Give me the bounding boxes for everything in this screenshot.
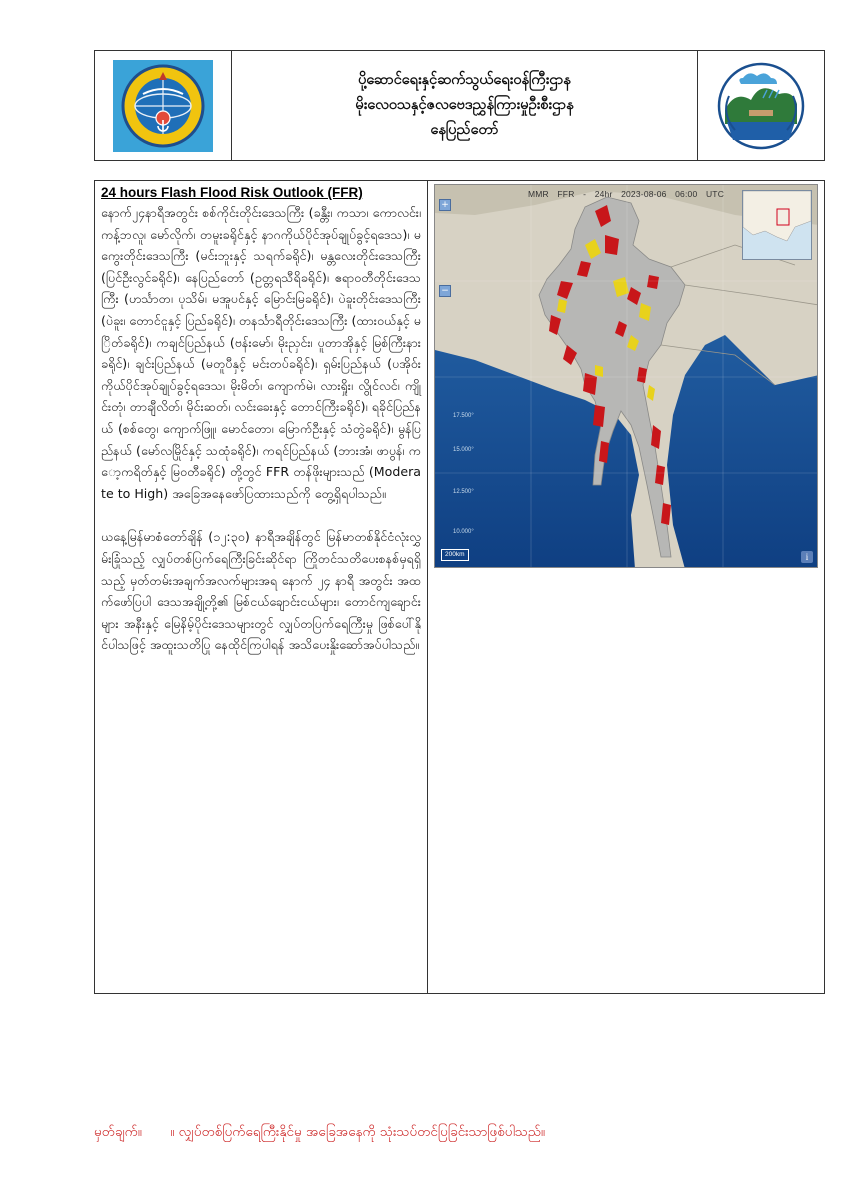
outlook-title: 24 hours Flash Flood Risk Outlook (FFR) (101, 185, 363, 200)
map-scale-bar: 200km (441, 549, 469, 561)
outlook-paragraph-areas: နောက်၂၄နာရီအတွင်း စစ်ကိုင်းတိုင်းဒေသကြီး (ခန္တီး၊ ကသာ၊ ကောလင်း၊ ကန့်ဘလူ၊ မော်လိုက်၊ တမူးခရိုင်နှင့် နာဂကိုယ်ပိုင်အုပ်ချုပ်ခွင့်ရဒေသ)၊ မကွေးတိုင်းဒေသကြီး (မင်းဘူးနှင့် သရက်ခရိုင်)၊ မန္တလေးတိုင်းဒေသကြီး (ပြင်ဦးလွင်ခရိုင်)၊ နေပြည်တော် (ဥတ္တရသီရိခရိုင်)၊ ဧရာဝတီတိုင်းဒေသကြီး (ဟင်္သာတ၊ ပုသိမ်၊ မအူပင်နှင့် မြောင်းမြခရိုင်)၊ ပဲခူးတိုင်းဒေသကြီး (ပဲခူး၊ တောင်ငူနှင့် ပြည်ခရိုင်)၊ တနင်္သာရီတိုင်းဒေသကြီး (ထားဝယ်နှင့် မြိတ်ခရိုင်)၊ ကချင်ပြည်နယ် (ဗန်းမော်၊ မိုးညှင်း၊ ပူတာအိုနှင့် မြစ်ကြီးနားခရိုင်)၊ ချင်းပြည်နယ် (မတူပီနှင့် မင်းတပ်ခရိုင်)၊ ရှမ်းပြည်နယ် (ပအိုဝ်းကိုယ်ပိုင်အုပ်ချုပ်ခွင့်ရဒေသ၊ မိုးမိတ်၊ ကျောက်မဲ၊ လားရှိုး၊ လွိုင်လင်၊ ကျိုင်းတုံ၊ တာချီလိတ်၊ မိုင်းဆတ်၊ လင်းခေးနှင့် တောင်ကြီးခရိုင်)၊ ရခိုင်ပြည်နယ် (စစ်တွေ၊ ကျောက်ဖြူ၊ မောင်တော၊ မြောက်ဦးနှင့် သံတွဲခရိုင်)၊ မွန်ပြည်နယ် (မော်လမြိုင်နှင့် သထုံခရိုင်)၊ ကရင်ပြည်နယ် (ဘားအံ၊ ဖာပွန်၊ ကော့ကရိတ်နှင့် မြဝတီခရိုင်) တို့တွင် FFR တန်ဖိုးများသည် (Moderate to High) အခြေအနေဖော်ပြထားသည်ကို တွေ့ရှိရပါသည်။ (101, 205, 421, 501)
outlook-paragraph-warning: ယနေ့မြန်မာစံတော်ချိန် (၁၂:၃၀) နာရီအချိန်တွင် မြန်မာတစ်နိုင်ငံလုံးလွှမ်းခြုံသည့် လျှပ်တစ်ပြက်ရေကြီးခြင်းဆိုင်ရာ ကြိုတင်သတိပေးစနစ်မှရရှိသည့် မှတ်တမ်းအချက်အလက်များအရ နောက် ၂၄ နာရီ အတွင်း အထက်ဖော်ပြပါ ဒေသအချို့တို့၏ မြစ်ငယ်ချောင်းငယ်များ၊ တောင်ကျချောင်းများ အနီးနှင့် မြေနိမ့်ပိုင်းဒေသများတွင် လျှပ်တပြက်ရေကြီးမှု ဖြစ်ပေါ်နိုင်ပါသဖြင့် အထူးသတိပြု နေထိုင်ကြပါရန် အသိပေးနှိုးဆော်အပ်ပါသည်။ (101, 529, 421, 653)
map-date: 2023-08-06 (621, 189, 667, 199)
zoom-out-button[interactable]: − (439, 285, 451, 297)
lat-label-1: 17.500° (453, 413, 474, 419)
header-title-ministry: ပို့ဆောင်ရေးနှင့်ဆက်သွယ်ရေးဝန်ကြီးဌာန (358, 72, 571, 88)
zoom-in-button[interactable]: + (439, 199, 451, 211)
header-title-city: နေပြည်တော် (430, 122, 499, 138)
left-logo-cell (95, 51, 232, 160)
ffr-map[interactable] (434, 184, 818, 568)
ministry-emblem-logo (113, 60, 213, 152)
footer-text: ။ လျှပ်တစ်ပြက်ရေကြီးနိုင်မှု အခြေအနေကို သုံးသပ်တင်ပြခြင်းသာဖြစ်ပါသည်။ (170, 1124, 546, 1140)
overview-inset-graphic (743, 191, 811, 259)
lat-label-4: 10.000° (453, 529, 474, 535)
footer-label: မှတ်ချက်။ (94, 1124, 142, 1140)
header-title-cell (232, 51, 698, 160)
lat-label-2: 15.000° (453, 447, 474, 453)
footer-note (94, 1123, 734, 1143)
lat-label-3: 12.500° (453, 489, 474, 495)
map-time: 06:00 UTC (675, 189, 725, 199)
outlook-text-column (95, 181, 428, 993)
document-header (94, 50, 825, 161)
outlook-content (94, 180, 825, 994)
hydrology-cycle-logo (713, 60, 809, 152)
info-icon[interactable]: i (801, 551, 813, 563)
header-title-department: မိုးလေဝသနှင့်ဇလဗေဒညွှန်ကြားမှုဦးစီးဌာန (355, 97, 574, 113)
map-column (428, 181, 824, 993)
overview-inset-map[interactable] (742, 190, 812, 260)
map-product: MMR FFR - 24hr (527, 189, 613, 199)
right-logo-cell (698, 51, 824, 160)
